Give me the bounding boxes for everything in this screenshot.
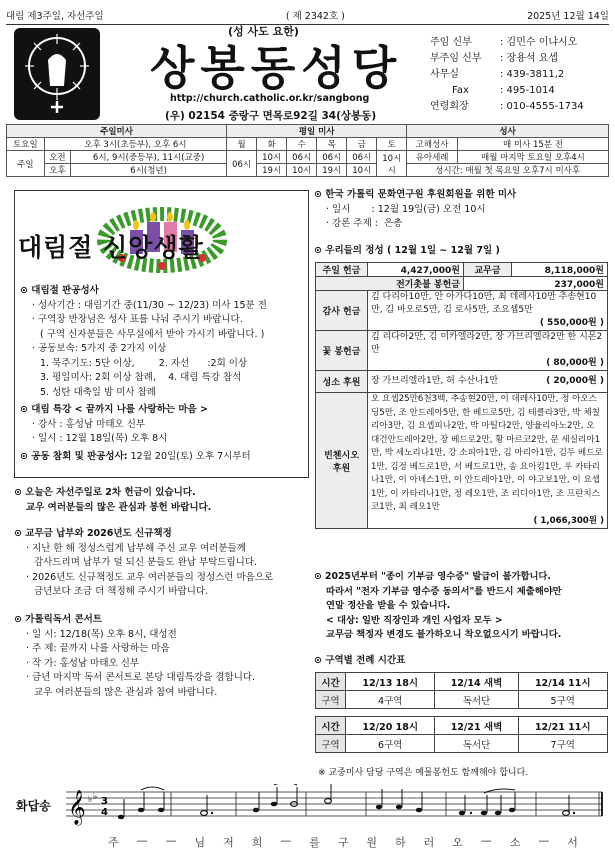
cell: 12/14 새벽 <box>435 673 518 691</box>
notice-charity <box>14 486 310 515</box>
issue-number: ( 제 2342호 ) <box>285 11 345 22</box>
sunday-mass-header: 주일미사 <box>7 125 227 138</box>
offering-amount: ( 80,000원 ) <box>546 358 604 368</box>
svg-text:𝄞: 𝄞 <box>68 790 86 825</box>
cell: 12/20 18시 <box>346 717 435 735</box>
text-line: · 주 제: 끝까지 나를 사랑하는 마음 <box>26 643 170 654</box>
culture-mass <box>314 188 608 232</box>
evening-times: 6시(청년) <box>71 164 227 177</box>
text-line: 5. 성탄 대축일 밤 미사 참례 <box>40 386 156 398</box>
notice-dues <box>14 527 310 600</box>
cell: 7구역 <box>518 735 607 753</box>
advent-banner: 대림절 신앙생활 <box>18 233 204 262</box>
offering-category: 성소 후원 <box>316 371 368 393</box>
watch-title: ⊙ 구역별 전례 시간표 <box>314 655 406 666</box>
cell: 12/13 18시 <box>346 673 435 691</box>
offering-category: 감사 헌금 <box>316 291 368 331</box>
penance-time: 12월 20일(토) 오후 7시부터 <box>130 450 251 462</box>
saturday-label: 토요일 <box>7 138 45 151</box>
staff-value: : 010-4555-1734 <box>500 101 584 112</box>
notice-concert <box>14 613 310 700</box>
day-thu: 목 <box>317 138 347 151</box>
hymn-lyrics <box>108 834 578 850</box>
staff-info <box>430 35 610 115</box>
text-line: 3. 평일미사: 2회 이상 참례, 4. 대림 특강 참석 <box>40 372 242 383</box>
parish-address: (우) 02154 중랑구 면목로92길 34(상봉동) <box>165 110 377 122</box>
cell: 구역 <box>316 691 346 709</box>
text-line: · 작 가: 홍성남 마태오 신부 <box>26 657 140 669</box>
lyric-syllable: 소 <box>509 836 521 849</box>
weekday-mass-header: 평일 미사 <box>227 125 407 138</box>
svg-text:4: 4 <box>101 807 108 818</box>
donor-list: 김 리다아2만, 김 미카엘라2만, 장 가브리엘라2만 한 시몬2만 <box>371 332 603 355</box>
offering-category: 꽃 봉헌금 <box>316 331 368 371</box>
cell: 독서단 <box>435 691 518 709</box>
cell: 12/14 11시 <box>518 673 607 691</box>
staff-value: : 장용석 요셉 <box>500 53 559 64</box>
offering-category: 교무금 <box>463 263 511 277</box>
text-line: · 강사 : 홍성남 마태오 신부 <box>32 418 146 430</box>
parish-url[interactable]: http://church.catholic.or.kr/sangbong <box>170 93 370 104</box>
weekday-time: 19시 <box>257 164 287 177</box>
text-line: 연말 정산을 받을 수 있습니다. <box>326 600 451 611</box>
offering-amount: 4,427,000원 <box>368 263 464 277</box>
offering-category: 주일 헌금 <box>316 263 368 277</box>
parish-name: 상봉동성당 <box>150 41 403 95</box>
text-line: · 2026년도 신규책정도 교우 여러분들의 정성스런 마음으로 <box>26 571 274 583</box>
offering-category: 빈첸시오 후원 <box>316 393 368 529</box>
staff-key: 주임 신부 <box>430 37 472 48</box>
lyric-syllable: 오 <box>452 836 463 849</box>
offering-amount: ( 20,000원 ) <box>546 376 604 386</box>
svg-text:3: 3 <box>101 796 108 807</box>
lyric-syllable: — <box>136 834 148 847</box>
notice-title: ⊙ 교무금 납부와 2026년도 신규책정 <box>14 528 172 539</box>
cell: 독서단 <box>435 735 518 753</box>
lyric-syllable: — <box>165 834 177 847</box>
psalm-label: 화답송 <box>16 799 51 813</box>
penance-title: ⊙ 공동 참회 및 판공성사: <box>20 450 128 462</box>
lyric-syllable: 를 <box>309 836 320 849</box>
staff-key: Fax <box>452 85 469 96</box>
lyric-syllable: 서 <box>567 836 578 849</box>
cell: 시간 <box>316 717 346 735</box>
parish-logo <box>12 26 102 122</box>
staff-key: 사무실 <box>430 69 459 80</box>
notice-title: ⊙ 오늘은 자선주일로 2차 헌금이 있습니다. <box>14 487 196 498</box>
cell: 시간 <box>316 673 346 691</box>
weekday-time: 10시 <box>287 164 317 177</box>
text-line: 따라서 "전자 기부금 영수증 동의서"를 반드시 제출해야만 <box>326 585 562 597</box>
morning-label: 오전 <box>44 151 70 164</box>
lyric-syllable: 하 <box>395 836 406 849</box>
offering-amount: 237,000원 <box>463 277 607 291</box>
advent-content <box>20 284 308 464</box>
svg-text:♭: ♭ <box>88 795 93 805</box>
cell: 4구역 <box>346 691 435 709</box>
baptism-time: 매월 마지막 토요일 오후4시 <box>457 151 608 164</box>
text-line: 1. 묵주기도: 5단 이상, 2. 자선 :2회 이상 <box>40 357 248 369</box>
liturgy-schedule-table <box>315 672 608 753</box>
text-line: · 금년 마지막 독서 콘서트로 본당 대림특강을 겸합니다. <box>26 672 256 683</box>
weekday-time: 06시 <box>317 151 347 164</box>
text-line: ( 구역 신자분들은 사무실에서 받아 가시기 바랍니다. ) <box>40 328 265 340</box>
mass-schedule-table <box>6 124 609 177</box>
confession-time: 매 미사 15분 전 <box>457 138 608 151</box>
cell: 6구역 <box>346 735 435 753</box>
lyric-syllable: 원 <box>366 836 378 849</box>
lyric-syllable: 구 <box>337 836 349 849</box>
text-line: 교우 여러분들의 많은 관심과 봉헌 바랍니다. <box>26 501 212 513</box>
offering-category: 전기촛불 봉헌금 <box>316 277 464 291</box>
lyric-syllable: — <box>538 834 550 847</box>
text-line: · 공동보속: 5가지 중 2가지 이상 <box>32 343 167 354</box>
cell: 5구역 <box>518 691 607 709</box>
text-line: 감사드리며 납부가 덜 되신 분들도 완납 부탁드립니다. <box>34 557 258 568</box>
staff-key: 연령회장 <box>430 101 469 112</box>
day-mon: 월 <box>227 138 257 151</box>
offering-amount: ( 1,066,300원 ) <box>533 515 604 526</box>
liturgical-day: 대림 제3주일, 자선주일 <box>6 11 104 22</box>
day-sat: 토 <box>377 138 407 151</box>
svg-text:♭: ♭ <box>93 792 98 802</box>
monday-time: 06시 <box>227 151 257 177</box>
day-fri: 금 <box>347 138 377 151</box>
lyric-syllable: 주 <box>108 836 119 849</box>
text-line: · 일 시: 12/18(목) 오후 8시, 대성전 <box>26 628 177 640</box>
morning-times: 6시, 9시(중등부), 11시(교중) <box>71 151 227 164</box>
receipt-notice <box>314 570 608 643</box>
staff-key: 부주임 신부 <box>430 53 482 64</box>
text-line: < 대상: 일반 직장인과 개인 사업자 모두 > <box>326 614 503 626</box>
text-line: · 일시 : 12월 19일(금) 오전 10시 <box>326 203 486 215</box>
weekday-time: 10시 <box>347 164 377 177</box>
text-line: · 강론 주제 : 은총 <box>326 218 403 229</box>
sat-pm: 시 <box>387 165 396 176</box>
lyric-syllable: 러 <box>423 836 435 849</box>
text-line: · 구역장 반장님은 성사 표를 나눠 주시기 바랍니다. <box>32 314 243 325</box>
notice-title: ⊙ 가톨릭독서 콘서트 <box>14 614 102 625</box>
text-line: · 일시 : 12월 18일(목) 오후 8시 <box>32 433 168 444</box>
baptism-label: 유아세례 <box>407 151 458 164</box>
weekday-time: 19시 <box>317 164 347 177</box>
offering-amount: 8,118,000원 <box>511 263 607 277</box>
saturday-times: 오후 3시(초등부), 오후 6시 <box>44 138 226 151</box>
staff-value: : 김민수 이냐시오 <box>500 37 578 48</box>
weekday-time: 06시 <box>287 151 317 164</box>
day-tue: 화 <box>257 138 287 151</box>
staff-value: : 439-3811,2 <box>500 69 565 80</box>
text-line: 금년보다 조금 더 책정해 주시기 바랍니다. <box>34 586 209 597</box>
weekday-time: 06시 <box>347 151 377 164</box>
offering-title: ⊙ 우리들의 정성 ( 12월 1일 ~ 12월 7일 ) <box>314 245 500 256</box>
lyric-syllable: — <box>480 834 492 847</box>
cell: 12/21 새벽 <box>435 717 518 735</box>
cell: 구역 <box>316 735 346 753</box>
text-line: · 성사기간 : 대림기간 중(11/30 ~ 12/23) 미사 15분 전 <box>32 299 267 311</box>
lyric-syllable: 희 <box>251 836 263 849</box>
text-line: 교무금 책정자 변경도 불가하오니 착오없으시기 바랍니다. <box>326 629 562 640</box>
lecture-title: ⊙ 대림 특강 < 끝까지 나를 사랑하는 마음 > <box>20 404 208 415</box>
text-line: 교우 여러분들의 많은 관심과 참여 바랍니다. <box>34 686 218 698</box>
culture-title: ⊙ 한국 가톨릭 문화연구원 후원회원을 위한 미사 <box>314 189 517 200</box>
text-line: · 지난 한 해 정성스럽게 납부해 주신 교우 여러분들께 <box>26 542 246 554</box>
confession-label: 고해성사 <box>407 138 458 151</box>
bulletin-date: 2025년 12월 14일 <box>527 11 609 22</box>
parish-patron: (성 사도 요한) <box>228 25 299 38</box>
header-rule <box>6 24 609 25</box>
donor-list: 오 요셉25만6천3백, 추송현20만, 이 데레사10만, 정 아오스딩5만, 조 안드레아5만, 한 베드로5만, 김 테클라3만, 박 체칠리아3만, 김 요셉피나2만, 박 마틸다2만, 양율리아노2만, 오 대건안드레아2만, 장 베드로2만, 황 마르코2만, 문 세실리아1만, 박 세노리나1만, 강 소피아1만, 김 마리아1만, 김두 베드로1만, 김정 베드로1만, 서 베드로1만, 송 요아킴1만, 우 카타리나1만, 이 아녜스1만, 이 안드레아1만, 이 야고보1만, 이 요셉1만, 이 카타리나1만, 정 레오1만, 조 리디아1만, 조 프란치스코1만, 최 레오1만 <box>371 394 603 512</box>
day-wed: 수 <box>287 138 317 151</box>
offering-amount: ( 550,000원 ) <box>539 318 604 328</box>
offering-table <box>315 262 608 529</box>
bulletin-header <box>6 7 609 23</box>
confession-title: ⊙ 대림절 판공성사 <box>20 285 99 296</box>
sat-am: 10시 <box>382 153 402 164</box>
cell: 12/21 11시 <box>518 717 607 735</box>
lyric-syllable: 님 <box>194 836 206 849</box>
donor-list: 장 가브리엘라1만, 허 수산나1만 <box>371 376 499 386</box>
watch-note: ※ 교중미사 담당 구역은 예물봉헌도 함께해야 합니다. <box>318 768 529 778</box>
holy-hour: 성시간: 매월 첫 목요일 오후7시 미사후 <box>407 164 609 177</box>
sunday-label: 주일 <box>7 151 45 177</box>
donor-list: 김 다리아10만, 안 아가다10만, 최 데레사10만 추송현10만, 김 바오로5만, 김 로사5만, 조요셉5만 <box>371 292 597 315</box>
sacrament-header: 성사 <box>407 125 609 138</box>
evening-label: 오후 <box>44 164 70 177</box>
receipt-title: ⊙ 2025년부터 "종이 기부금 영수증" 발급이 불가합니다. <box>314 571 551 582</box>
lyric-syllable: — <box>280 834 292 847</box>
lyric-syllable: 저 <box>223 836 234 849</box>
saturday-weekday-time <box>377 151 407 177</box>
staff-value: : 495-1014 <box>500 85 555 96</box>
weekday-time: 10시 <box>257 151 287 164</box>
